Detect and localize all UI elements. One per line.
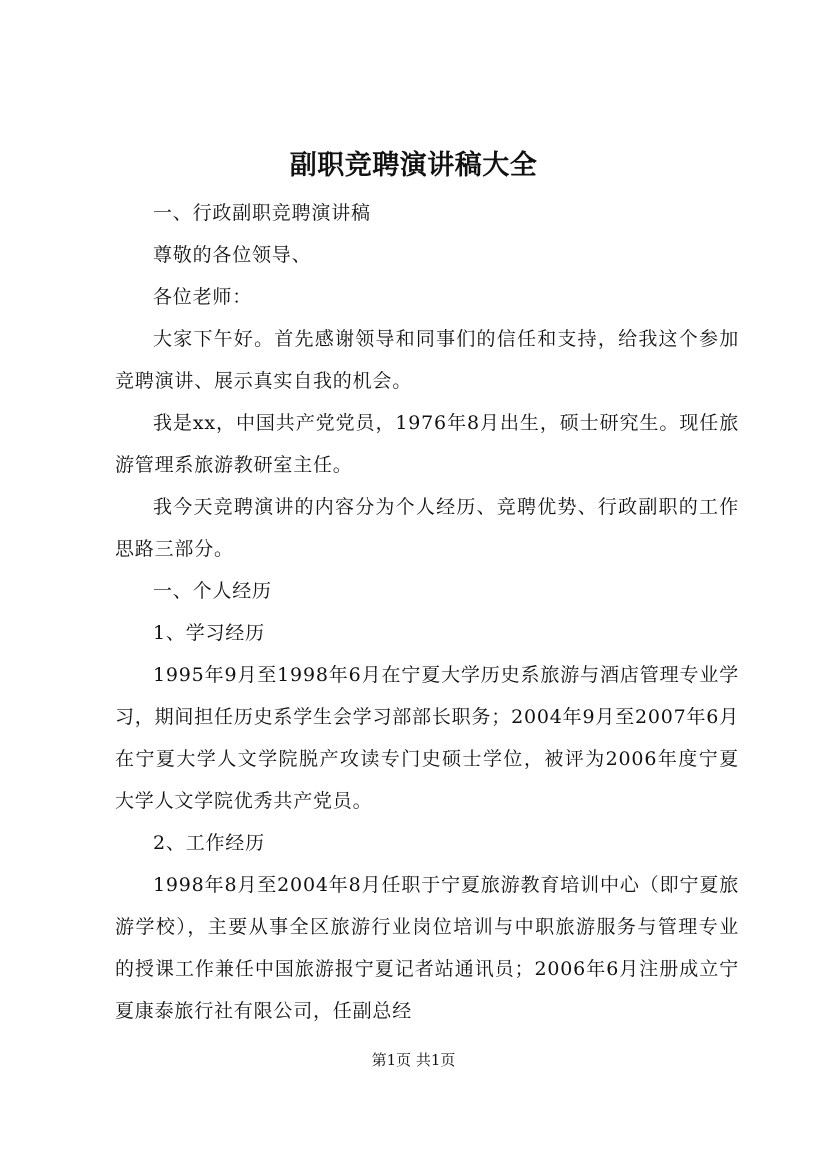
subsection-heading: 2、工作经历	[153, 832, 265, 854]
body-paragraph: 1998年8月至2004年8月任职于宁夏旅游教育培训中心（即宁夏旅游学校），主要从事全区旅游行业岗位培训与中职旅游服务与管理专业的授课工作兼任中国旅游报宁夏记者站通讯员；2006年6月注册成立宁夏康泰旅行社有限公司，任副总经	[115, 874, 739, 1022]
document-body	[115, 192, 739, 1032]
body-paragraph: 我今天竞聘演讲的内容分为个人经历、竞聘优势、行政副职的工作思路三部分。	[115, 496, 739, 560]
section-heading: 一、行政副职竞聘演讲稿	[153, 202, 371, 224]
page-number-footer: 第1页 共1页	[371, 1051, 456, 1069]
salutation-line: 各位老师：	[153, 286, 253, 308]
body-paragraph: 我是xx，中国共产党党员，1976年8月出生，硕士研究生。现任旅游管理系旅游教研室主任。	[115, 412, 739, 476]
subsection-heading: 1、学习经历	[153, 622, 265, 644]
salutation-line: 尊敬的各位领导、	[153, 244, 312, 266]
document-title: 副职竞聘演讲稿大全	[289, 150, 538, 181]
section-heading: 一、个人经历	[153, 580, 272, 602]
body-paragraph: 1995年9月至1998年6月在宁夏大学历史系旅游与酒店管理专业学习，期间担任历史系学生会学习部部长职务；2004年9月至2007年6月在宁夏大学人文学院脱产攻读专门史硕士学位，被评为2006年度宁夏大学人文学院优秀共产党员。	[115, 664, 739, 812]
body-paragraph: 大家下午好。首先感谢领导和同事们的信任和支持，给我这个参加竞聘演讲、展示真实自我的机会。	[115, 328, 739, 392]
